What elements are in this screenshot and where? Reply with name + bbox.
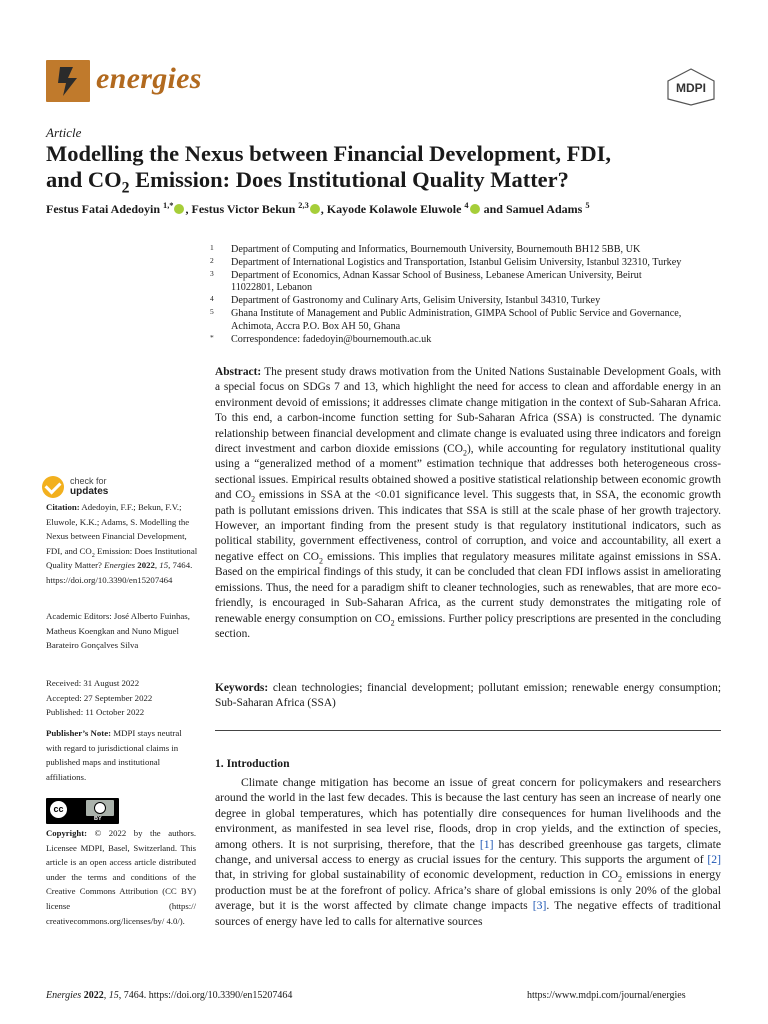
cc-by-license-badge[interactable]: cc BY [46, 798, 119, 824]
orcid-icon[interactable] [310, 204, 320, 214]
cc-icon: cc [49, 800, 68, 819]
journal-name: energies [96, 62, 202, 95]
author-name: Festus Fatai Adedoyin [46, 202, 161, 216]
affiliation-item: 4 Department of Gastronomy and Culinary Arts, Gelisim University, Istanbul 34310, Turkey [210, 294, 601, 307]
abstract: Abstract: The present study draws motivation from the United Nations Sustainable Development Goals, with a special focus on SDGs 7 and 13, which highlight the need for access to clean and affordable energy in an environment devoid of emissions; it addresses climate change mitigation in the context of Sub-Saharan Africa. To this end, a carbon-income function setting for Sub-Saharan Africa (SSA) is constructed. The dynamic relationship between financial development and climate change is evaluated using three indicators and foreign direct investment and carbon dioxide emissions $(CO_2)$, while accounting for regulatory institutional quality using a “generalized method of a moment” estimation technique that addresses both heterogeneous cross-sectional issues. Empirical results obtained showed a positive statistical relationship between economic growth and $CO_2$ emissions in SSA at the <0.01 significance level. This suggests that, in SSA, the economic growth path is pollutant emissions driven. This indicates that SSA is still at the scale phase of her growth trajectory. However, an important finding from the present study is that regulatory institutional indicators, such as political stability, government effectiveness, control of corruption, and voice and accountability, all exert a negative effect on $CO_2$ emissions. This implies that regulatory measures militate against emissions in SSA. Based on the empirical findings of this study, it can be concluded that clean FDI inflows assist in ameliorating emissions. Thus, the need for a paradigm shift to cleaner technologies, such as renewables, that are more eco-friendly, is encouraged in Sub-Saharan Africa, as the current study demonstrates the mitigating role of renewable energy consumption on $CO_2$ emissions. Further policy prescriptions are presented in the concluding section. [215, 366, 722, 640]
section-divider [215, 730, 721, 731]
affiliation-item: 1 Department of Computing and Informatics, Bournemouth University, Bournemouth BH12 5BB, UK [210, 243, 641, 255]
article-title: Modelling the Nexus between Financial Development, FDI, and $CO_2$ Emission: Does Institutional Quality Matter? [46, 141, 611, 197]
article-type: Article [46, 125, 82, 140]
orcid-icon[interactable] [470, 204, 480, 214]
author-name: Kayode Kolawole Eluwole [326, 202, 462, 216]
author-name: Festus Victor Bekun [191, 202, 296, 216]
journal-url[interactable]: https://www.mdpi.com/journal/energies [527, 990, 686, 1001]
academic-editors: Academic Editors: José Alberto Fuinhas, Matheus Koengkan and Nuno Miguel Barateiro Gonçalves Silva [46, 611, 190, 651]
affiliation-item: 3 Department of Economics, Adnan Kassar School of Business, Lebanese American University, Beirut 11022801, Lebanon [210, 268, 642, 294]
keywords: Keywords: clean technologies; financial development; pollutant emission; renewable energy consumption; Sub-Saharan Africa (SSA) [215, 682, 721, 710]
affiliations [210, 244, 725, 346]
publisher-name: MDPI [676, 81, 706, 95]
section-heading: 1. Introduction [215, 757, 290, 770]
reference-link[interactable]: [2] [707, 853, 721, 867]
citation-block: Citation: Adedoyin, F.F.; Bekun, F.V.; Eluwole, K.K.; Adams, S. Modelling the Nexus between Financial Development, FDI, and $CO_2$ Emission: Does Institutional Quality Matter? Energies 2022, 15, 7464. https://doi.org/10.3390/en15207464 [46, 502, 198, 585]
footer-citation: Energies 2022, 15, 7464. https://doi.org/10.3390/en15207464 [46, 990, 293, 1001]
orcid-icon[interactable] [174, 204, 184, 214]
author-name: Samuel Adams [505, 202, 583, 216]
journal-logo [46, 60, 90, 102]
publisher-note: Publisher’s Note: MDPI stays neutral with regard to jurisdictional claims in published maps and institutional affiliations. [46, 728, 182, 782]
copyright-notice: Copyright: © 2022 by the authors. Licensee MDPI, Basel, Switzerland. This article is an open access article distributed under the terms and conditions of the Creative Commons Attribution (CC BY) license (https:// creativecommons.org/licenses/by/ 4.0/). [46, 828, 196, 926]
correspondence[interactable]: * Correspondence: fadedoyin@bournemouth.ac.uk [210, 332, 432, 345]
publication-dates: Received: 31 August 2022 Accepted: 27 September 2022 Published: 11 October 2022 [46, 678, 153, 718]
author-list: Festus Fatai Adedoyin $^{1,*}$ , Festus Victor Bekun $^{2,3}$ , Kayode Kolawole Eluwole $^4$ and Samuel Adams $^5$ [46, 201, 590, 216]
lightning-bolt-icon [46, 60, 90, 102]
reference-link[interactable]: [1] [479, 837, 494, 851]
check-for-updates-badge[interactable]: check for updates [42, 476, 162, 498]
check-icon [42, 476, 64, 498]
affiliation-item: 2 Department of International Logistics and Transportation, Istanbul Gelisim University, Istanbul 32310, Turkey [210, 255, 682, 268]
affiliation-item: 5 Ghana Institute of Management and Public Administration, GIMPA School of Public Service and Governance, Achimota, Accra P.O. Box AH 50, Ghana [210, 306, 682, 332]
reference-link[interactable]: [3] [532, 899, 547, 913]
introduction-text: Climate change mitigation has become an issue of great concern for policymakers and researchers around the world in the last few decades. This is because the last century has seen an increase of nearly one degree in global temperatures, which has potentially dire consequences for human livelihoods and the environment, as manifested in sea level rise, floods, drop in crop yields, and the extinction of species, among others. It is not surprising, therefore, that the [1] has described greenhouse gas targets, climate change, and universal access to energy as crucial issues for the century. This supports the argument of [2] that, in striving for global sustainability of economic development, reduction in $CO_2$ emissions in energy production must be at the forefront of policy. Africa’s share of global emissions is only 20% of the global average, but it is the worst affected by climate change impacts [3]. The negative effects of traditional sources of energy have led to calls for alternative sources [215, 776, 722, 928]
mdpi-logo [664, 67, 718, 107]
by-person-icon [86, 800, 114, 816]
